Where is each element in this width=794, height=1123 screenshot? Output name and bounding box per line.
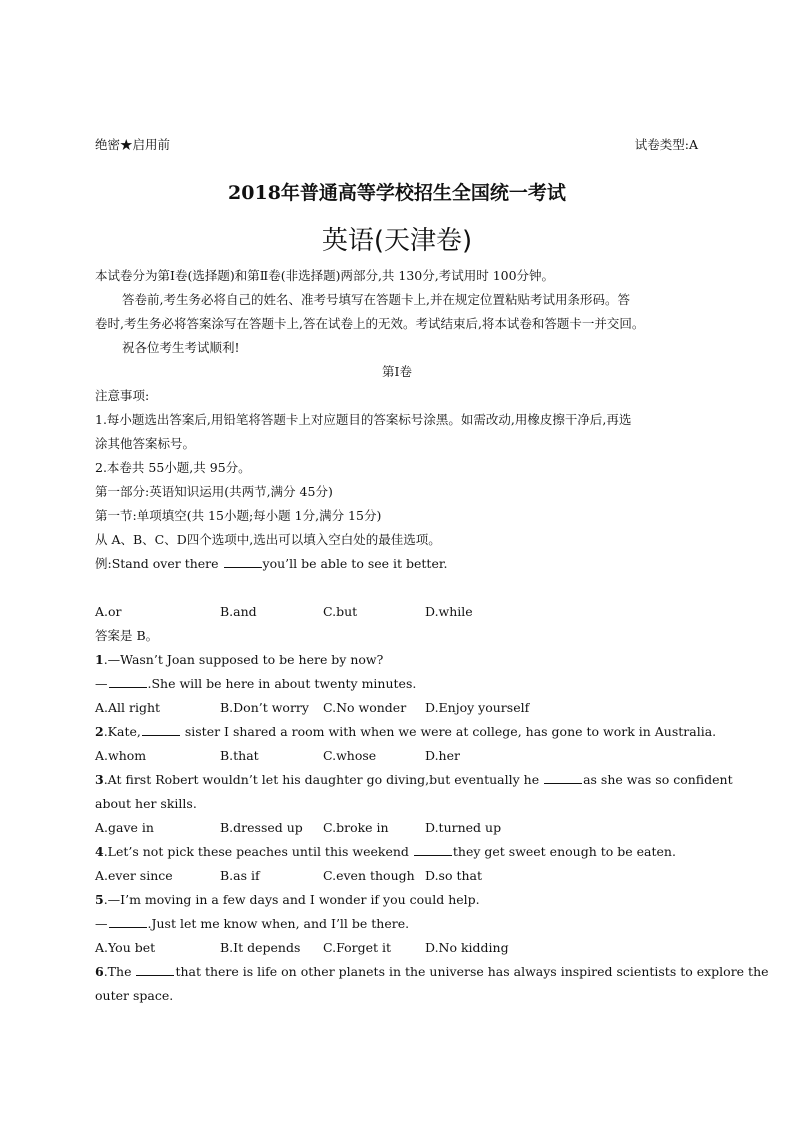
reply-text: .Just let me know when, and I’ll be there. — [147, 916, 410, 931]
example-option-d: D.while — [425, 604, 473, 619]
answer-blank — [544, 772, 582, 784]
q5-option-b: B.It depends — [220, 940, 301, 955]
question-6-continuation: outer space. — [95, 988, 174, 1003]
question-number: 5 — [95, 892, 104, 907]
question-2-stem — [95, 724, 716, 740]
question-5-reply — [95, 916, 409, 932]
question-number: 3 — [95, 772, 104, 787]
example-stem — [95, 556, 447, 572]
question-number: 4 — [95, 844, 104, 859]
answer-blank — [414, 844, 452, 856]
example-stem-after: you’ll be able to see it better. — [262, 556, 448, 571]
question-text-after: they get sweet enough to be eaten. — [452, 844, 676, 859]
q5-option-d: D.No kidding — [425, 940, 509, 955]
answer-blank — [224, 556, 262, 568]
q2-option-b: B.that — [220, 748, 259, 763]
reply-dash: — — [95, 916, 108, 931]
reply-text: .She will be here in about twenty minutes. — [147, 676, 417, 691]
part1-heading: 第一部分:英语知识运用(共两节,满分 45分) — [95, 484, 333, 499]
intro-line-1: 本试卷分为第Ⅰ卷(选择题)和第Ⅱ卷(非选择题)两部分,共 130分,考试用时 100分钟。 — [95, 268, 555, 283]
question-number: 2 — [95, 724, 104, 739]
answer-blank — [109, 916, 147, 928]
q1-option-a: A.All right — [95, 700, 161, 715]
instruction-line: 从 A、B、C、D四个选项中,选出可以填入空白处的最佳选项。 — [95, 532, 441, 547]
question-1-stem — [95, 652, 383, 668]
section-heading: 第Ⅰ卷 — [382, 364, 412, 379]
notes-heading: 注意事项: — [95, 388, 150, 403]
example-stem-before: 例:Stand over there — [95, 556, 223, 571]
q1-option-d: D.Enjoy yourself — [425, 700, 530, 715]
exam-subtitle: 英语(天津卷) — [321, 226, 473, 256]
answer-blank — [109, 676, 147, 688]
q3-option-d: D.turned up — [425, 820, 502, 835]
question-text-before: .The — [103, 964, 136, 979]
confidential-label: 绝密★启用前 — [95, 137, 171, 152]
q5-option-c: C.Forget it — [323, 940, 391, 955]
question-5-stem — [95, 892, 480, 908]
question-text-after: that there is life on other planets in the universe has always inspired scientists to explore the — [175, 964, 769, 979]
question-3-stem — [95, 772, 733, 788]
q2-option-d: D.her — [425, 748, 460, 763]
question-text-before: .At first Robert wouldn’t let his daughter go diving,but eventually he — [103, 772, 544, 787]
example-option-b: B.and — [220, 604, 257, 619]
q3-option-c: C.broke in — [323, 820, 389, 835]
q3-option-a: A.gave in — [95, 820, 154, 835]
answer-blank — [142, 724, 180, 736]
example-option-c: C.but — [323, 604, 358, 619]
intro-line-3: 卷时,考生务必将答案涂写在答题卡上,答在试卷上的无效。考试结束后,将本试卷和答题卡一并交回。 — [95, 316, 645, 331]
q1-option-c: C.No wonder — [323, 700, 407, 715]
question-1-reply — [95, 676, 416, 692]
example-option-a: A.or — [95, 604, 122, 619]
q5-option-a: A.You bet — [95, 940, 156, 955]
q2-option-c: C.whose — [323, 748, 377, 763]
q1-option-b: B.Don’t worry — [220, 700, 309, 715]
question-text-before: .Let’s not pick these peaches until this weekend — [103, 844, 413, 859]
q3-option-b: B.dressed up — [220, 820, 303, 835]
question-4-stem — [95, 844, 676, 860]
note-1-line-1: 1.每小题选出答案后,用铅笔将答题卡上对应题目的答案标号涂黑。如需改动,用橡皮擦干净后,再选 — [95, 412, 632, 427]
q4-option-d: D.so that — [425, 868, 483, 883]
reply-dash: — — [95, 676, 108, 691]
note-2: 2.本卷共 55小题,共 95分。 — [95, 460, 251, 475]
q4-option-c: C.even though — [323, 868, 415, 883]
note-1-line-2: 涂其他答案标号。 — [95, 436, 196, 451]
answer-blank — [136, 964, 174, 976]
section1-heading: 第一节:单项填空(共 15小题;每小题 1分,满分 15分) — [95, 508, 382, 523]
question-text-after: as she was so confident — [583, 772, 733, 787]
q4-option-a: A.ever since — [95, 868, 173, 883]
q4-option-b: B.as if — [220, 868, 260, 883]
question-6-stem — [95, 964, 769, 980]
question-text-before: .Kate, — [103, 724, 141, 739]
q2-option-a: A.whom — [95, 748, 147, 763]
question-number: 6 — [95, 964, 104, 979]
question-text: .—I’m moving in a few days and I wonder if you could help. — [103, 892, 480, 907]
intro-line-4: 祝各位考生考试顺利! — [122, 340, 240, 355]
question-number: 1 — [95, 652, 104, 667]
example-answer: 答案是 B。 — [95, 628, 159, 643]
question-text-after: sister I shared a room with when we were at college, has gone to work in Australia. — [180, 724, 717, 739]
paper-type-label: 试卷类型:A — [634, 137, 698, 152]
exam-title: 2018年普通高等学校招生全国统一考试 — [228, 182, 566, 204]
question-3-continuation: about her skills. — [95, 796, 197, 811]
question-text: .—Wasn’t Joan supposed to be here by now? — [103, 652, 384, 667]
intro-line-2: 答卷前,考生务必将自己的姓名、准考号填写在答题卡上,并在规定位置粘贴考试用条形码。答 — [122, 292, 630, 307]
